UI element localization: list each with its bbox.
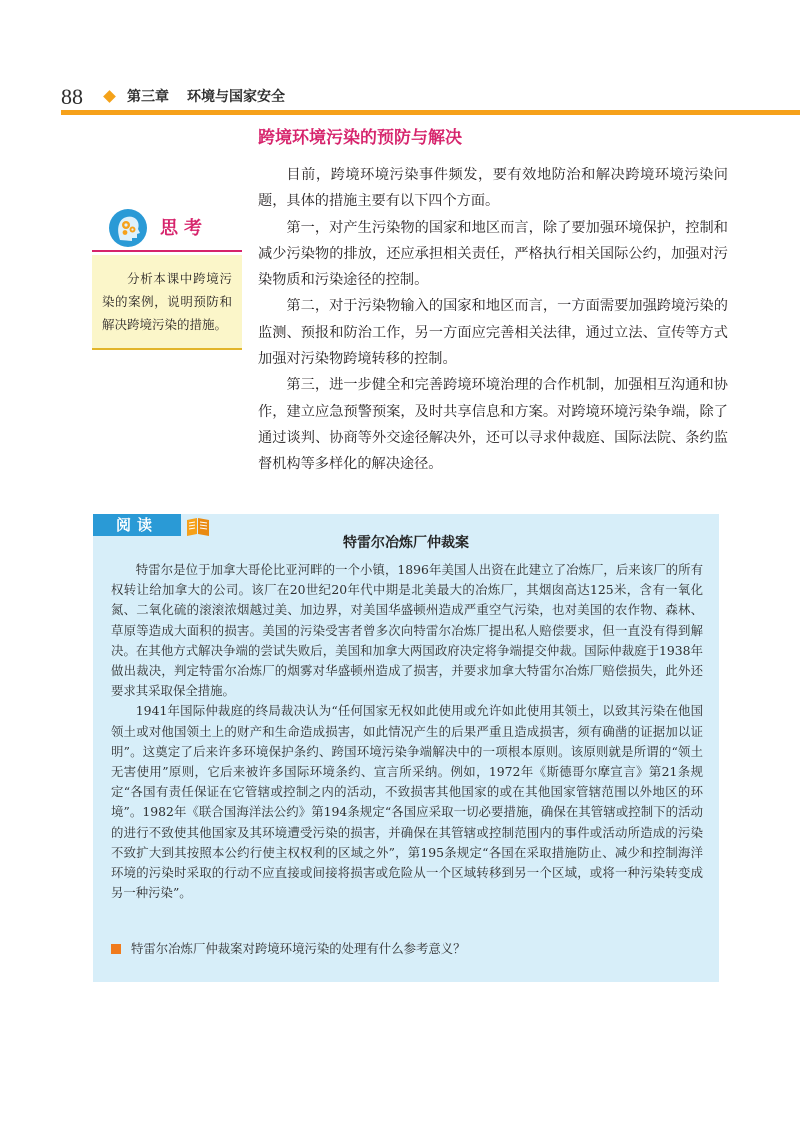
reading-box — [93, 514, 719, 982]
chapter-label: 第三章 — [127, 89, 169, 105]
section-body — [258, 162, 728, 478]
section-title: 跨境环境污染的预防与解决 — [258, 128, 462, 148]
section-paragraph: 第三，进一步健全和完善跨境环境治理的合作机制，加强相互沟通和协作，建立应急预警预案，及时共享信息和方案。对跨境环境污染争端，除了通过谈判、协商等外交途径解决外，还可以寻求仲裁庭、国际法院、条约监督机构等多样化的解决途径。 — [258, 377, 728, 473]
reading-title: 特雷尔冶炼厂仲裁案 — [343, 535, 469, 551]
chapter-title: 环境与国家安全 — [187, 89, 285, 105]
head-gears-icon — [108, 208, 148, 248]
question-square-icon — [111, 944, 121, 954]
reading-question — [111, 939, 703, 959]
section-paragraph: 第二，对于污染物输入的国家和地区而言，一方面需要加强跨境污染的监测、预报和防治工作，另一方面应完善相关法律，通过立法、宣传等方式加强对污染物跨境转移的控制。 — [258, 298, 728, 368]
reading-paragraph: 1941年国际仲裁庭的终局裁决认为“任何国家无权如此使用或允许如此使用其领土，以致其污染在他国领土或对他国领土上的财产和生命造成损害，如此情况产生的后果严重且造成损害，须有确凿的证据加以证明”。这奠定了后来许多环境保护条约、跨国环境污染争端解决中的一项根本原则。该原则就是所谓的“领土无害使用”原则，它后来被许多国际环境条约、宣言所采纳。例如，1972年《斯德哥尔摩宣言》第21条规定“各国有责任保证在它管辖或控制之内的活动，不致损害其他国家的或在其他国家管辖范围以外地区的环境”。1982年《联合国海洋法公约》第194条规定“各国应采取一切必要措施，确保在其管辖或控制下的活动的进行不致使其他国家及其环境遭受污染的损害，并确保在其管辖或控制范围内的事件或活动所造成的污染不致扩大到其按照本公约行使主权权利的区域之外”，第195条规定“各国在采取措施防止、减少和控制海洋环境的污染时采取的行动不应直接或间接将损害或危险从一个区域转移到另一个区域，或将一种污染转变成另一种污染”。 — [111, 703, 703, 901]
reading-body — [111, 560, 703, 903]
think-divider — [92, 250, 242, 252]
reading-question-text: 特雷尔冶炼厂仲裁案对跨境环境污染的处理有什么参考意义？ — [131, 941, 466, 956]
think-sidebar — [92, 208, 242, 350]
section-paragraph: 目前，跨境环境污染事件频发，要有效地防治和解决跨境环境污染问题，具体的措施主要有以下四个方面。 — [258, 167, 728, 210]
section-paragraph: 第一，对产生污染物的国家和地区而言，除了要加强环境保护，控制和减少污染物的排放，还应承担相关责任，严格执行相关国际公约，加强对污染物质和污染途径的控制。 — [258, 219, 728, 289]
think-text: 分析本课中跨境污染的案例，说明预防和解决跨境污染的措施。 — [102, 271, 232, 332]
page-number: 88 — [61, 84, 83, 109]
header-divider — [61, 110, 800, 115]
think-label: 思考 — [160, 218, 208, 239]
think-header — [92, 208, 242, 253]
think-content — [92, 255, 242, 350]
header-diamond-icon — [103, 90, 116, 103]
reading-tab: 阅读 — [93, 514, 181, 536]
reading-paragraph: 特雷尔是位于加拿大哥伦比亚河畔的一个小镇，1896年美国人出资在此建立了冶炼厂，后来该厂的所有权转让给加拿大的公司。该厂在20世纪20年代中期是北美最大的冶炼厂，其烟囱高达125米，含有一氧化氮、二氧化硫的滚滚浓烟越过美、加边界，对美国华盛顿州造成严重空气污染，也对美国的农作物、森林、草原等造成大面积的损害。美国的污染受害者曾多次向特雷尔冶炼厂提出私人赔偿要求，但一直没有得到解决。在其他方式解决争端的尝试失败后，美国和加拿大两国政府决定将争端提交仲裁。国际仲裁庭于1938年做出裁决，判定特雷尔冶炼厂的烟雾对华盛顿州造成了损害，并要求加拿大特雷尔冶炼厂赔偿损失，此外还要求其采取保全措施。 — [111, 562, 703, 699]
